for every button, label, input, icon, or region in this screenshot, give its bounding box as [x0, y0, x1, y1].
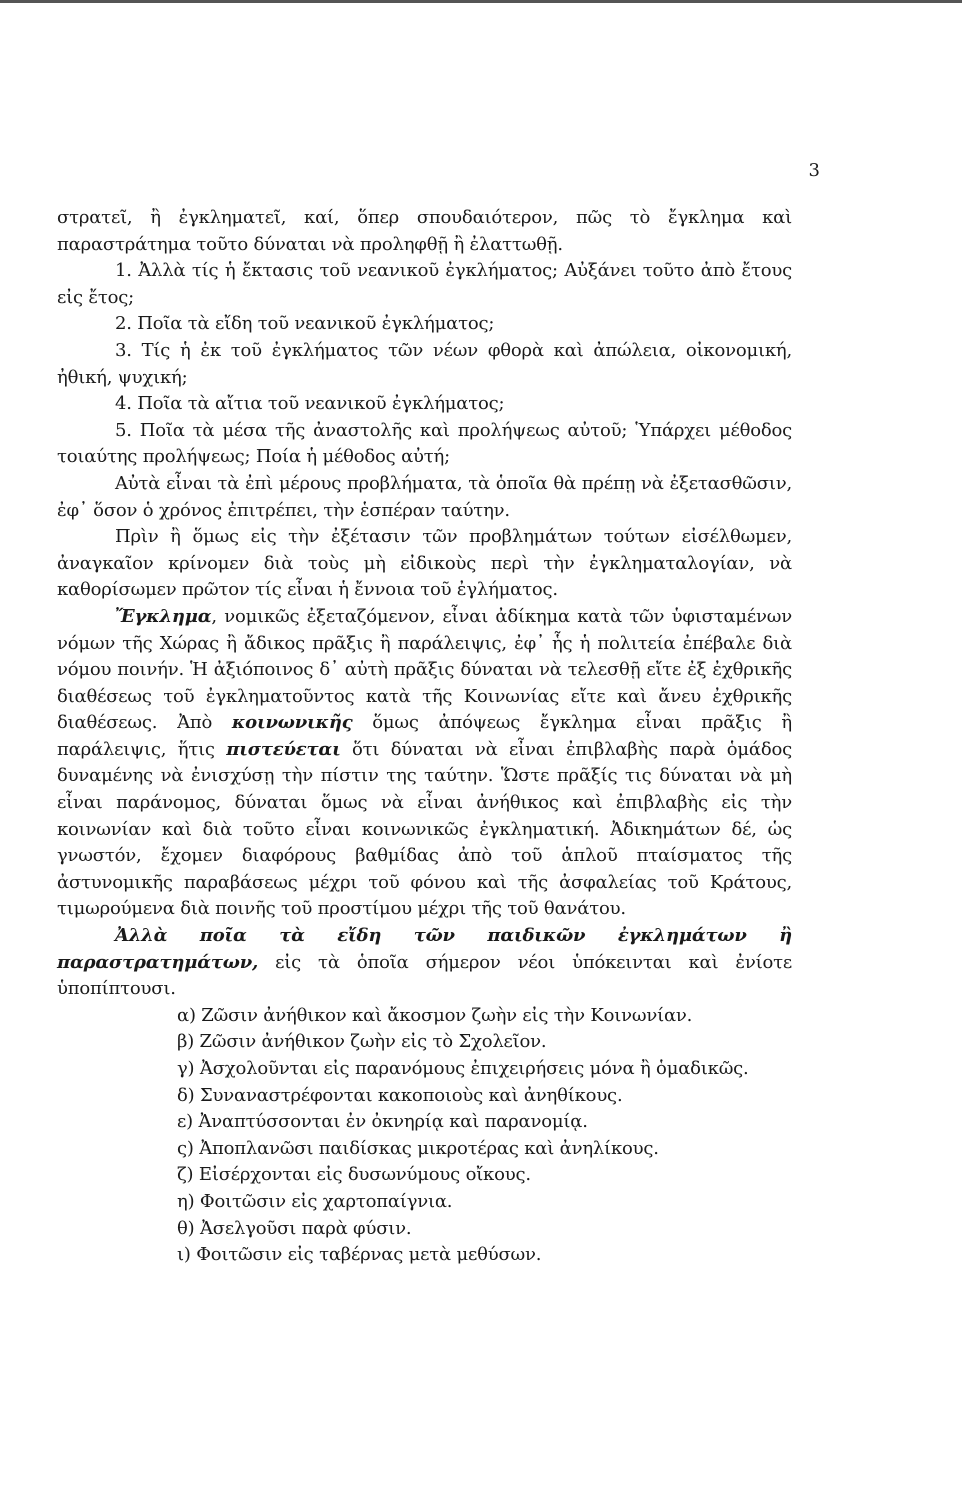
list-item-gamma: γ) Ἀσχολοῦνται εἰς παρανόμους ἐπιχειρήσεις μόνα ἢ ὁμαδικῶς. — [177, 1058, 749, 1079]
definition-text-1: , νομικῶς ἐξεταζόμενον, εἶναι ἀδίκημα κατὰ τῶν ὑφισταμένων νόμων τῆς Χώρας ἢ ἄδικος πρᾶξις ἢ παράλειψις, ἐφ᾿ ἧς ἡ πολιτεία ἐπέβαλε διὰ νόμου ποινήν. Ἡ ἀξιόποινος δ᾿ αὐτὴ πρᾶξις δύναται νὰ τελεσθῇ εἴτε ἐξ ἐχθρικῆς διαθέσεως τοῦ ἐγκληματοῦντος κατὰ τῆς Κοινωνίας εἴτε καὶ ἄνευ ἐχθρικῆς διαθέσεως. Ἀπὸ — [57, 605, 792, 734]
intro-paragraph: στρατεῖ, ἢ ἐγκληματεῖ, καί, ὅπερ σπουδαιότερον, πῶς τὸ ἔγκλημα καὶ παραστράτημα τοῦτο δύναται νὰ προληφθῇ ἢ ἐλαττωθῇ. — [57, 207, 792, 255]
before-paragraph: Πρὶν ἢ ὅμως εἰς τὴν ἐξέτασιν τῶν προβλημάτων τούτων εἰσέλθωμεν, ἀναγκαῖον κρίνομεν διὰ τοὺς μὴ εἰδικοὺς περὶ τὴν ἐγκληματαλογίαν, νὰ καθορίσωμεν πρῶτον τίς εἶναι ἡ ἔννοια τοῦ ἐγλήματος. — [57, 526, 792, 601]
definition-text-3: ὅτι δύναται νὰ εἶναι ἐπιβλαβὴς παρὰ ὁμάδος δυναμένης νὰ ἐνισχύσῃ τὴν πίστιν της ταύτην. Ὥστε πρᾶξίς τις δύναται νὰ μὴ εἶναι παράνομος, δύναται ὅμως νὰ εἶναι ἀνήθικος καὶ ἐπιβλαβὴς εἰς τὴν κοινωνίαν καὶ διὰ τοῦτο εἶναι κοινωνικῶς ἐγκληματική. Ἀδικημάτων δέ, ὡς γνωστόν, ἔχομεν διαφόρους βαθμίδας ἀπὸ τοῦ ἁπλοῦ πταίσματος τῆς ἀστυνομικῆς παραβάσεως μέχρι τοῦ φόνου καὶ τῆς ἀσφαλείας τοῦ Κράτους, τιμωρούμενα διὰ ποινῆς τοῦ προστίμου μέχρι τῆς τοῦ θανάτου. — [57, 738, 792, 920]
question-4: 4. Ποῖα τὰ αἴτια τοῦ νεανικοῦ ἐγκλήματος; — [115, 393, 505, 415]
kinds-paragraph — [57, 923, 792, 1003]
list-item-delta: δ) Συναναστρέφονται κακοποιοὺς καὶ ἀνηθίκους. — [177, 1084, 623, 1106]
definition-text-2: ὅμως ἀπόψεως ἔγκλημα εἶναι πρᾶξις ἢ παράλειψις, ἥτις — [57, 712, 792, 760]
question-3: 3. Τίς ἡ ἐκ τοῦ ἐγκλήματος τῶν νέων φθορὰ καὶ ἀπώλεια, οἰκονομική, ἠθική, ψυχική; — [57, 339, 792, 388]
question-5: 5. Ποῖα τὰ μέσα τῆς ἀναστολῆς καὶ προλήψεως αὐτοῦ; Ὑπάρχει μέθοδος τοιαύτης προλήψεως; Ποία ἡ μέθοδος αὐτή; — [57, 419, 792, 468]
list-item-iota: ι) Φοιτῶσιν εἰς ταβέρνας μετὰ μεθύσων. — [177, 1244, 542, 1266]
question-1: 1. Ἀλλὰ τίς ἡ ἔκτασις τοῦ νεανικοῦ ἐγκλήματος; Αὐξάνει τοῦτο ἀπὸ ἔτους εἰς ἔτος; — [57, 260, 792, 308]
kinds-text: εἰς τὰ ὁποῖα σήμερον νέοι ὑπόκεινται καὶ ἐνίοτε ὑποπίπτουσι. — [57, 951, 792, 1000]
list-item-stigma: ς) Ἀποπλανῶσι παιδίσκας μικροτέρας καὶ ἀνηλίκους. — [177, 1137, 659, 1159]
definition-emphasis-2: πιστεύεται — [226, 738, 341, 760]
list-item-zeta: ζ) Εἰσέρχονται εἰς δυσωνύμους οἴκους. — [177, 1164, 531, 1186]
list-item-epsilon: ε) Ἀναπτύσσονται ἐν ὀκνηρίᾳ καὶ παρανομίᾳ. — [177, 1111, 588, 1133]
list-item-eta: η) Φοιτῶσιν εἰς χαρτοπαίγνια. — [177, 1190, 453, 1212]
list-item-theta: θ) Ἀσελγοῦσι παρὰ φύσιν. — [177, 1217, 412, 1239]
definition-paragraph — [57, 604, 792, 923]
problems-paragraph: Αὐτὰ εἶναι τὰ ἐπὶ μέρους προβλήματα, τὰ ὁποῖα θὰ πρέπῃ νὰ ἐξετασθῶσιν, ἐφ᾿ ὅσον ὁ χρόνος ἐπιτρέπει, τὴν ἑσπέραν ταύτην. — [57, 472, 792, 521]
definition-term: Ἔγκλημα — [115, 605, 212, 627]
kinds-heading: Ἀλλὰ ποῖα τὰ εἴδη τῶν παιδικῶν ἐγκλημάτων ἢ παραστρατημάτων, — [57, 925, 792, 973]
question-2: 2. Ποῖα τὰ εἴδη τοῦ νεανικοῦ ἐγκλήματος; — [115, 313, 495, 335]
page-body — [57, 205, 792, 1269]
definition-emphasis-1: κοινωνικῆς — [231, 712, 353, 734]
scan-edge-line — [0, 0, 962, 3]
list-item-beta: β) Ζῶσιν ἀνήθικον ζωὴν εἰς τὸ Σχολεῖον. — [177, 1031, 547, 1053]
page-number: 3 — [808, 160, 820, 181]
list-item-alpha: α) Ζῶσιν ἀνήθικον καὶ ἄκοσμον ζωὴν εἰς τὴν Κοινωνίαν. — [177, 1004, 693, 1026]
